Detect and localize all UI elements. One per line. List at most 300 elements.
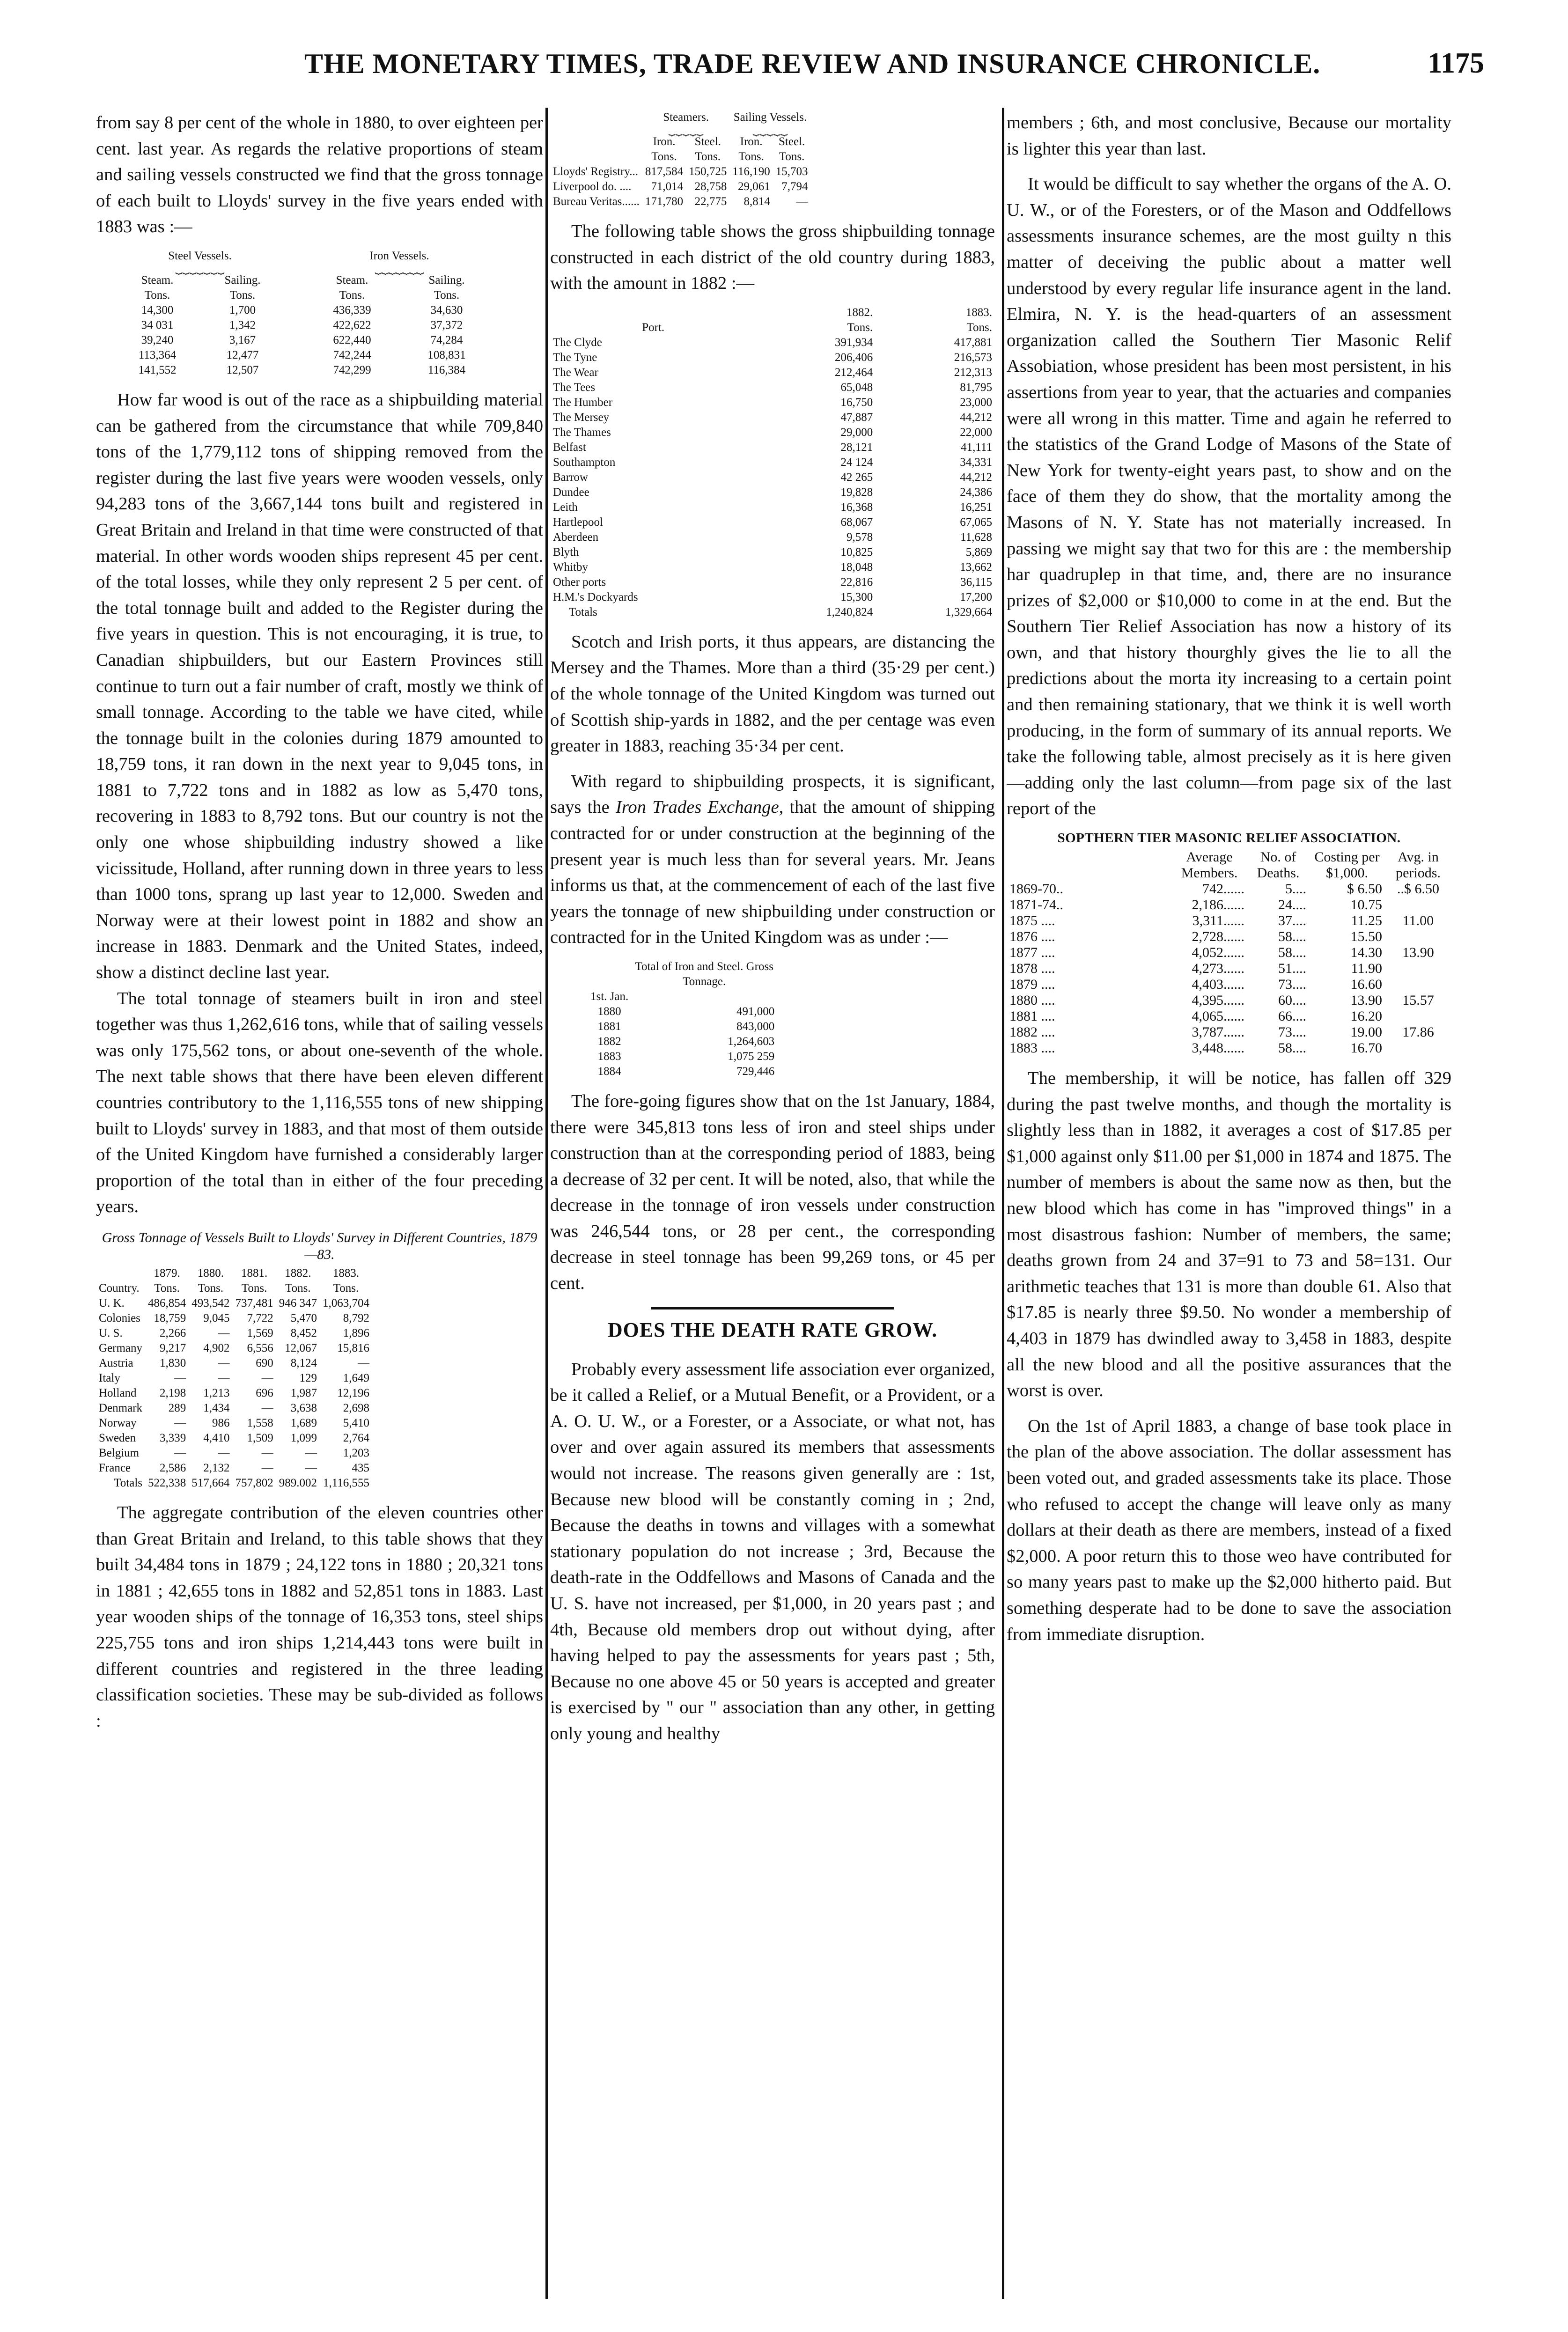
table-cell: 1881 — [597, 1020, 621, 1033]
table-row — [115, 363, 494, 378]
table-cell: 16.70 — [1350, 1040, 1382, 1056]
table-cell: 1,264,603 — [728, 1035, 775, 1048]
table-cell: 2,698 — [343, 1401, 370, 1414]
table-cell: 216,573 — [954, 351, 992, 364]
table-row — [115, 303, 494, 318]
table-cell: 1882 — [597, 1035, 621, 1048]
table-row — [550, 395, 995, 410]
table-cell: 9,217 — [160, 1341, 186, 1354]
table-cell: 22,000 — [960, 426, 992, 439]
table-row — [1007, 961, 1451, 977]
table-row — [1007, 897, 1451, 913]
column-3 — [1007, 110, 1451, 2292]
table-cell: 15.57 — [1402, 993, 1434, 1008]
table-cell: — — [305, 1446, 317, 1459]
table-cell: 1,240,824 — [826, 605, 873, 618]
table-cell: 11.00 — [1402, 913, 1434, 929]
table-cell: 1881 .... — [1009, 1008, 1055, 1024]
table-cell: U. S. — [99, 1326, 123, 1339]
table-cell: 68,067 — [840, 515, 873, 529]
table-cell: 9,045 — [203, 1311, 230, 1324]
table-cell: 391,934 — [834, 336, 873, 349]
table-cell: 1,569 — [247, 1326, 273, 1339]
table-cell: 4,410 — [203, 1431, 230, 1444]
table-cell: 12,507 — [226, 363, 259, 376]
table-header — [1007, 849, 1171, 881]
table-cell: 1,700 — [229, 303, 256, 316]
table-cell: — — [358, 1356, 370, 1369]
table-row — [1007, 881, 1451, 897]
tier-table-title: SOPTHERN TIER MASONIC RELIEF ASSOCIATION. — [1057, 831, 1401, 846]
table-unit: Tons. — [695, 150, 721, 163]
table-cell: 1,075 259 — [728, 1050, 775, 1063]
table-row — [1007, 945, 1451, 961]
table-cell: 1,689 — [290, 1416, 317, 1429]
table-cell: 19,828 — [840, 486, 873, 499]
text-span: that the amount of shipping contracted for or under construction at the beginning of the present year is much less than for several years. Mr. Jeans informs us that, at the commencement of each of the last five years the tonnage of new shipbuilding under construction or contracted for in the United Kingdom was as under :— — [550, 797, 995, 948]
country-table-caption: Gross Tonnage of Vessels Built to Lloyds' Survey in Different Countries, 1879—83. — [102, 1229, 537, 1262]
table-cell: — — [218, 1326, 230, 1339]
table-row — [1007, 1008, 1451, 1024]
table-row — [96, 1326, 372, 1341]
table-row — [550, 380, 995, 395]
table-row — [96, 1431, 372, 1446]
table-cell: 2,266 — [160, 1326, 186, 1339]
table-unit: Tons. — [434, 288, 460, 302]
table-unit: Tons. — [198, 1281, 224, 1295]
brace-glyph: ⏟⏟⏟⏟⏟⏟⏟ — [175, 261, 225, 274]
table-cell: Whitby — [553, 560, 588, 574]
section-title: DOES THE DEATH RATE GROW. — [607, 1318, 938, 1341]
table-cell: 436,339 — [333, 303, 371, 316]
table-cell: 1,558 — [247, 1416, 273, 1429]
table-cell: 36,115 — [960, 575, 992, 589]
table-cell: 66.... — [1278, 1008, 1306, 1024]
table-cell: Lloyds' Registry... — [553, 165, 639, 178]
table-cell: Liverpool do. .... — [553, 180, 632, 193]
table-cell: 493,542 — [191, 1296, 230, 1309]
table-cell: 1,099 — [290, 1431, 317, 1444]
iron-vessels-heading: Iron Vessels. — [369, 249, 429, 262]
table-cell: 1,434 — [203, 1401, 230, 1414]
table-row — [115, 333, 494, 348]
table-cell: 742,244 — [333, 348, 371, 361]
table-row — [96, 1461, 372, 1476]
col1-paragraph-4: The aggregate contribution of the eleven countries other than Great Britain and Ireland, to this table shows that they built 34,484 tons in 1879 ; 24,122 tons in 1880 ; 20,321 tons in 1881 ; 42,655 tons in 1882 and 52,851 tons in 1883. Last year wooden ships of the tonnage of 16,353 tons, steel ships 225,755 tons and iron ships 1,214,443 tons were built in different countries and registered in the three leading classification societies. These may be sub-divided as follows : — [96, 1502, 543, 1731]
table-cell: 212,313 — [954, 366, 992, 379]
steel-iron-vessels-table — [115, 249, 494, 378]
table-cell: 29,061 — [738, 180, 770, 193]
table-cell: 4,902 — [203, 1341, 230, 1354]
table-cell: 24,386 — [960, 486, 992, 499]
table-cell: 1,649 — [343, 1371, 370, 1384]
table-unit: Tons. — [651, 150, 677, 163]
table-cell: Belfast — [553, 441, 586, 454]
table-header: Steam. — [141, 273, 174, 287]
table-cell: 16,368 — [840, 500, 873, 514]
steel-vessels-heading: Steel Vessels. — [168, 249, 232, 262]
table-cell: 15.50 — [1350, 929, 1382, 945]
table-unit: Tons. — [779, 150, 805, 163]
column-divider-2 — [1002, 108, 1004, 2299]
table-header: No. of Deaths. — [1257, 849, 1300, 881]
table-cell: 1876 .... — [1009, 929, 1055, 945]
table-cell: 44,212 — [960, 411, 992, 424]
table-cell: Barrow — [553, 471, 588, 484]
table-header: Total of Iron and Steel. Gross Tonnage. — [635, 960, 773, 988]
table-cell: 16,750 — [840, 396, 873, 409]
table-totals-row — [96, 1476, 372, 1491]
table-row — [550, 335, 995, 350]
table-cell: 17.86 — [1402, 1024, 1434, 1040]
table-cell: 141,552 — [138, 363, 177, 376]
table-row — [550, 530, 995, 545]
table-cell: 7,722 — [247, 1311, 273, 1324]
table-totals-row — [550, 605, 995, 620]
table-cell: 150,725 — [689, 165, 727, 178]
table-cell: 65,048 — [840, 381, 873, 394]
table-cell: 44,212 — [960, 471, 992, 484]
brace-glyph: ⏟⏟⏟⏟⏟ — [668, 123, 704, 136]
table-row — [588, 1004, 777, 1019]
table-cell: 73.... — [1278, 1024, 1306, 1040]
table-row — [550, 590, 995, 605]
table-cell: 1871-74.. — [1009, 897, 1063, 913]
table-cell: 17,200 — [960, 590, 992, 603]
table-row — [588, 1034, 777, 1049]
table-header: Average Members. — [1181, 849, 1238, 881]
table-cell: 5,869 — [965, 545, 992, 559]
table-cell: Hartlepool — [553, 515, 603, 529]
table-cell: 417,881 — [954, 336, 992, 349]
table-unit: Tons. — [229, 288, 256, 302]
table-cell: 15,300 — [840, 590, 873, 603]
table-row — [550, 410, 995, 425]
table-unit: Tons. — [333, 1281, 359, 1295]
table-row — [96, 1311, 372, 1326]
table-row — [1007, 993, 1451, 1008]
table-cell: — — [174, 1446, 186, 1459]
table-cell: 4,052...... — [1192, 945, 1244, 961]
table-cell: 2,198 — [160, 1386, 186, 1399]
table-cell: Totals — [114, 1476, 143, 1489]
table-cell: 11.25 — [1351, 913, 1382, 929]
table-cell: 11.90 — [1351, 961, 1382, 977]
table-row — [550, 365, 995, 380]
table-cell: 1880 .... — [1009, 993, 1055, 1008]
table-row — [96, 1356, 372, 1371]
col2-paragraph-4: The fore-going figures show that on the 1st January, 1884, there were 345,813 tons less of iron and steel ships under construction than at the corresponding period of 1883, being a decrease of 32 per cent. It will be noted, also, that while the decrease in the tonnage of iron vessels under construction was 246,544 tons, or 28 per cent., the corresponding decrease in steel tonnage has been 99,269 tons, or 45 per cent. — [550, 1091, 995, 1294]
tier-rows — [1007, 881, 1451, 1056]
table-row — [588, 1049, 777, 1064]
table-cell: Holland — [99, 1386, 137, 1399]
table-cell: Other ports — [553, 575, 606, 589]
table-row — [96, 1446, 372, 1461]
table-cell: 74,284 — [430, 333, 463, 346]
table-cell: 34 031 — [141, 318, 174, 331]
table-cell: 12,477 — [226, 348, 259, 361]
table-cell: 108,831 — [427, 348, 466, 361]
table-cell: — — [261, 1461, 273, 1474]
table-unit: Tons. — [285, 1281, 311, 1295]
table-cell: 817,584 — [645, 165, 684, 178]
table-cell: 737,481 — [235, 1296, 273, 1309]
table-header: Steel. — [694, 135, 721, 148]
table-cell: 6,556 — [247, 1341, 273, 1354]
table-row — [550, 485, 995, 500]
table-cell: 8,124 — [290, 1356, 317, 1369]
table-cell: 8,814 — [744, 195, 770, 208]
table-cell: 622,440 — [333, 333, 371, 346]
table-cell: 171,780 — [645, 195, 684, 208]
table-cell: — — [261, 1371, 273, 1384]
col3-paragraph-3: The membership, it will be notice, has fallen off 329 during the past twelve months, and though the mortality is slightly less than in 1882, it averages a cost of $17.85 per $1,000 against only $11.00 per $1,000 in 1874 and 1875. The number of members is about the same now as then, but the new blood which has come in has "improved things" in a most disastrous fashion: Number of members, the same; deaths grown from 24 and 37=91 to 73 and 58=131. Our arithmetic teaches that 131 is more than double 61. Also that $17.85 is nearly three $9.50. No wonder a membership of 4,403 in 1879 has dwindled away to 3,458 in 1883, despite all the new blood and all the positive assurances that the worst is over. — [1007, 1068, 1451, 1401]
table-cell: The Wear — [553, 366, 598, 379]
table-cell: 1,329,664 — [945, 605, 992, 618]
table-cell: 71,014 — [651, 180, 684, 193]
table-cell: 2,728...... — [1192, 929, 1244, 945]
table-cell: 67,065 — [960, 515, 992, 529]
table-cell: U. K. — [99, 1296, 125, 1309]
table-row — [96, 1341, 372, 1356]
table-cell: 39,240 — [141, 333, 174, 346]
table-cell: 1879 .... — [1009, 977, 1055, 993]
col2-paragraph-1: The following table shows the gross shipbuilding tonnage constructed in each district of the old country during 1883, with the amount in 1882 :— — [550, 221, 995, 294]
table-cell: H.M.'s Dockyards — [553, 590, 638, 603]
registry-table — [550, 110, 811, 209]
country-tonnage-table — [96, 1266, 372, 1491]
table-row — [1007, 1040, 1451, 1056]
col3-paragraph-2: It would be difficult to say whether the organs of the A. O. U. W., or of the Foresters, or of the Mason and Oddfellows assessments insurance schemes, are the most guilty n this matter of deceiving the public about a matter well understood by every regular life insurance agent in the land. Elmira, N. Y. is the head-quarters of an assessment organization called the Southern Tier Masonic Relif Assobiation, whose president has been most persistent, in his assertions from year to year, that the actuaries and companies were all wrong in this matter. Time and again he referred to the statistics of the Grand Lodge of Masons of the State of New York for twenty-eight years past, to show and on the face of them they do show, that the mortality among the Masons of N. Y. State has not materially increased. In passing we might say that two for this are : the membership har quadruplep in that time, and, there are no insurance prizes of $2,000 or $10,000 to come in at the end. But the Southern Tier Relief Association has now a history of its own, and that history thourghly gives the lie to all the predictions about the morta ity increasing to a certain point and then remaining stationary, that we think it is well worth producing, in the form of summary of its annual reports. We take the following table, almost precisely as it is here given—adding only the last column—from page six of the last report of the — [1007, 174, 1451, 819]
col1-paragraph-2: How far wood is out of the race as a shipbuilding material can be gathered from the circumstance that while 709,840 tons of the 1,779,112 tons of shipping removed from the register during the last five years were wooden vessels, only 94,283 tons of the 3,667,144 tons built and registered in Great Britain and Ireland in that time were constructed of that material. In other words wooden ships represent 45 per cent. of the total losses, while they only represent 2 5 per cent. of the total tonnage built and added to the Register during the five years in question. This is not encouraging, it is true, to Canadian shipbuilders, but our Eastern Provinces still continue to turn out a fair number of craft, mostly we think of small tonnage. According to the table we have cited, while the tonnage built in the colonies during 1879 amounted to 18,759 tons, it ran down in the next year to 9,045 tons, in 1881 to 7,722 tons and in 1882 as low as 5,470 tons, recovering in 1883 to 8,792 tons. But our country is not the only one whose shipbuilding industry showed a like vicissitude, Holland, after running down in three years to less than 1000 tons, sprang up last year to 12,000. Sweden and Norway were at their lowest point in 1882 and show an increase in 1883. Denmark and the United States, indeed, show a distinct decline last year. — [96, 390, 543, 983]
table-cell: 58.... — [1278, 929, 1306, 945]
table-row — [550, 425, 995, 440]
table-cell: 2,186...... — [1192, 897, 1244, 913]
table-cell: 1,203 — [343, 1446, 370, 1459]
table-header: Costing per $1,000. — [1314, 849, 1380, 881]
table-cell: 8,452 — [290, 1326, 317, 1339]
table-header: Port. — [642, 321, 665, 334]
table-cell: 491,000 — [736, 1005, 775, 1018]
table-header: 1881. — [241, 1266, 268, 1280]
table-cell: The Tyne — [553, 351, 597, 364]
table-cell: 12,196 — [337, 1386, 370, 1399]
table-cell: Colonies — [99, 1311, 140, 1324]
country-rows — [96, 1296, 372, 1476]
table-row — [1007, 913, 1451, 929]
table-cell: 13,662 — [960, 560, 992, 574]
table-row — [96, 1386, 372, 1401]
table-cell: 14,300 — [141, 303, 174, 316]
table-cell: Aberdeen — [553, 530, 599, 544]
table-cell: 522,338 — [148, 1476, 186, 1489]
table-cell: Bureau Veritas...... — [553, 195, 640, 208]
table-cell — [1385, 977, 1451, 993]
table-cell: 5,410 — [343, 1416, 370, 1429]
table-cell: 12,067 — [285, 1341, 317, 1354]
table-cell: 51.... — [1278, 961, 1306, 977]
table-cell: Leith — [553, 500, 578, 514]
table-row — [588, 1019, 777, 1034]
table-cell: 15,703 — [775, 165, 808, 178]
table-cell: 18,759 — [154, 1311, 186, 1324]
table-cell: $ 6.50 — [1347, 881, 1382, 897]
table-cell: 3,787...... — [1192, 1024, 1244, 1040]
brace-glyph: ⏟⏟⏟⏟⏟⏟⏟ — [375, 261, 424, 274]
table-cell: 4,403...... — [1192, 977, 1244, 993]
table-cell: Southampton — [553, 456, 616, 469]
table-cell: 29,000 — [840, 426, 873, 439]
table-cell: 946 347 — [279, 1296, 317, 1309]
table-cell: 1,213 — [203, 1386, 230, 1399]
table-cell: — — [305, 1461, 317, 1474]
table-cell: Dundee — [553, 486, 589, 499]
table-cell: 1869-70.. — [1009, 881, 1063, 897]
table-cell: 28,121 — [840, 441, 873, 454]
table-cell: 28,758 — [694, 180, 727, 193]
col3-paragraph-4: On the 1st of April 1883, a change of base took place in the plan of the above association. The dollar assessment has been voted out, and graded assessments take its place. Those who refused to accept the change will leave only as many dollars at their death as there are members, instead of a fixed $2,000. A poor return this to those weo have contributed for so many years past to make up the $2,000 hitherto paid. But something desperate had to be done to save the association from immediate disruption. — [1007, 1416, 1451, 1644]
table-cell: 113,364 — [138, 348, 177, 361]
table-cell: 9,578 — [846, 530, 873, 544]
table-cell: 13.90 — [1402, 945, 1434, 961]
table-row — [588, 1064, 777, 1079]
table-cell: 2,586 — [160, 1461, 186, 1474]
table-cell: 37.... — [1278, 913, 1306, 929]
table-cell — [1385, 1008, 1451, 1024]
table-cell: 5.... — [1285, 881, 1306, 897]
table-cell: 10,825 — [840, 545, 873, 559]
table-cell: 1880 — [597, 1005, 621, 1018]
column-divider-1 — [545, 108, 548, 2299]
table-cell: 24 124 — [840, 456, 873, 469]
table-cell: 729,446 — [736, 1065, 775, 1078]
table-cell: 14.30 — [1350, 945, 1382, 961]
port-tonnage-table — [550, 305, 995, 620]
table-cell: 1,342 — [229, 318, 256, 331]
table-cell: 116,384 — [427, 363, 466, 376]
table-row — [96, 1296, 372, 1311]
masthead-title: THE MONETARY TIMES, TRADE REVIEW AND INSURANCE CHRONICLE. — [304, 48, 1321, 79]
table-header: 1883. — [965, 306, 992, 319]
table-row — [550, 515, 995, 530]
table-cell — [1385, 1040, 1451, 1056]
table-cell: Austria — [99, 1356, 133, 1369]
table-cell: 3,339 — [160, 1431, 186, 1444]
table-cell: The Humber — [553, 396, 613, 409]
table-cell: 16,251 — [960, 500, 992, 514]
col1-paragraph-1: from say 8 per cent of the whole in 1880, to over eighteen per cent. last year. As regards the relative proportions of steam and sailing vessels constructed we find that the gross tonnage of each built to Lloyds' survey in the five years ended with 1883 was :— — [96, 113, 543, 237]
table-cell: 24.... — [1278, 897, 1306, 913]
page-number: 1175 — [1428, 47, 1484, 79]
port-rows — [550, 335, 995, 605]
table-cell — [1385, 897, 1451, 913]
table-cell: — — [174, 1416, 186, 1429]
table-cell: — — [174, 1371, 186, 1384]
table-cell: Totals — [569, 605, 597, 618]
table-cell: 986 — [212, 1416, 230, 1429]
table-cell: 16.60 — [1350, 977, 1382, 993]
table-row — [550, 545, 995, 560]
table-header: 1882. — [846, 306, 873, 319]
table-cell: — — [218, 1446, 230, 1459]
table-cell: 2,132 — [203, 1461, 230, 1474]
table-cell: France — [99, 1461, 131, 1474]
section-rule — [651, 1307, 894, 1309]
table-cell: Blyth — [553, 545, 579, 559]
table-row — [550, 560, 995, 575]
table-cell: 757,802 — [235, 1476, 273, 1489]
table-cell: 843,000 — [736, 1020, 775, 1033]
table-cell: 19.00 — [1350, 1024, 1382, 1040]
table-cell: 742,299 — [333, 363, 371, 376]
table-cell: 34,331 — [960, 456, 992, 469]
table-header: Sailing. — [428, 273, 465, 287]
table-cell: 34,630 — [430, 303, 463, 316]
table-cell: 206,406 — [834, 351, 873, 364]
table-cell: 47,887 — [840, 411, 873, 424]
table-cell: 58.... — [1278, 1040, 1306, 1056]
table-cell: 696 — [256, 1386, 273, 1399]
table-cell: 129 — [299, 1371, 317, 1384]
table-cell: — — [261, 1446, 273, 1459]
table-cell: 1,116,555 — [323, 1476, 370, 1489]
table-cell: 212,464 — [834, 366, 873, 379]
table-cell: 18,048 — [840, 560, 873, 574]
table-cell: 22,816 — [840, 575, 873, 589]
col2-paragraph-5: Probably every assessment life association ever organized, be it called a Relief, or a Mutual Benefit, or a Provident, or a A. O. U. W., or a Forester, or a Associate, or what not, has over and over again assured its members that assessments would not increase. The reasons given generally are : 1st, Because new blood will be constantly coming in ; 2nd, Because the deaths in towns and villages with a somewhat stationary population do not increase ; 3rd, Because the death-rate in the Oddfellows and Masons of Canada and the U. S. have not increased, per $1,000, in 20 years past ; and 4th, Because old members drop out without dying, after having helped to pay the assessments for years past ; 5th, Because no one above 45 or 50 years is accepted and greater is exercised by " our " association than any other, in getting only young and healthy — [550, 1359, 995, 1743]
table-cell: The Clyde — [553, 336, 602, 349]
table-cell: 3,638 — [290, 1401, 317, 1414]
table-row — [550, 164, 811, 179]
table-cell: 1884 — [597, 1065, 621, 1078]
table-cell: The Thames — [553, 426, 611, 439]
table-cell: — — [218, 1356, 230, 1369]
table-cell — [1385, 929, 1451, 945]
table-cell: 60.... — [1278, 993, 1306, 1008]
table-cell: 1,063,704 — [323, 1296, 370, 1309]
table-cell: 13.90 — [1350, 993, 1382, 1008]
table-cell: 4,065...... — [1192, 1008, 1244, 1024]
table-header: 1883. — [332, 1266, 360, 1280]
table-row — [115, 348, 494, 363]
table-cell: 517,664 — [191, 1476, 230, 1489]
tier-masonic-table — [1007, 849, 1451, 1056]
table-cell: 1877 .... — [1009, 945, 1055, 961]
table-cell: 15,816 — [337, 1341, 370, 1354]
table-cell: 435 — [352, 1461, 370, 1474]
table-cell: 989.002 — [279, 1476, 317, 1489]
table-unit: Tons. — [966, 321, 992, 334]
table-cell: 486,854 — [148, 1296, 186, 1309]
table-cell: 7,794 — [781, 180, 808, 193]
table-header: Steam. — [336, 273, 368, 287]
table-header: Sailing. — [224, 273, 261, 287]
table-cell: 2,764 — [343, 1431, 370, 1444]
steamers-heading: Steamers. — [663, 111, 709, 124]
table-cell: — — [218, 1371, 230, 1384]
table-unit: Tons. — [339, 288, 365, 302]
table-cell: Germany — [99, 1341, 143, 1354]
table-cell: Italy — [99, 1371, 120, 1384]
table-cell: 3,167 — [229, 333, 256, 346]
table-unit: Tons. — [738, 150, 764, 163]
table-row — [1007, 929, 1451, 945]
construction-rows — [588, 1004, 777, 1079]
table-unit: Tons. — [144, 288, 170, 302]
table-cell: 1883 .... — [1009, 1040, 1055, 1056]
table-cell: 1882 .... — [1009, 1024, 1055, 1040]
text-span: With regard to shipbuilding prospects, it is significant, says the — [550, 771, 995, 817]
